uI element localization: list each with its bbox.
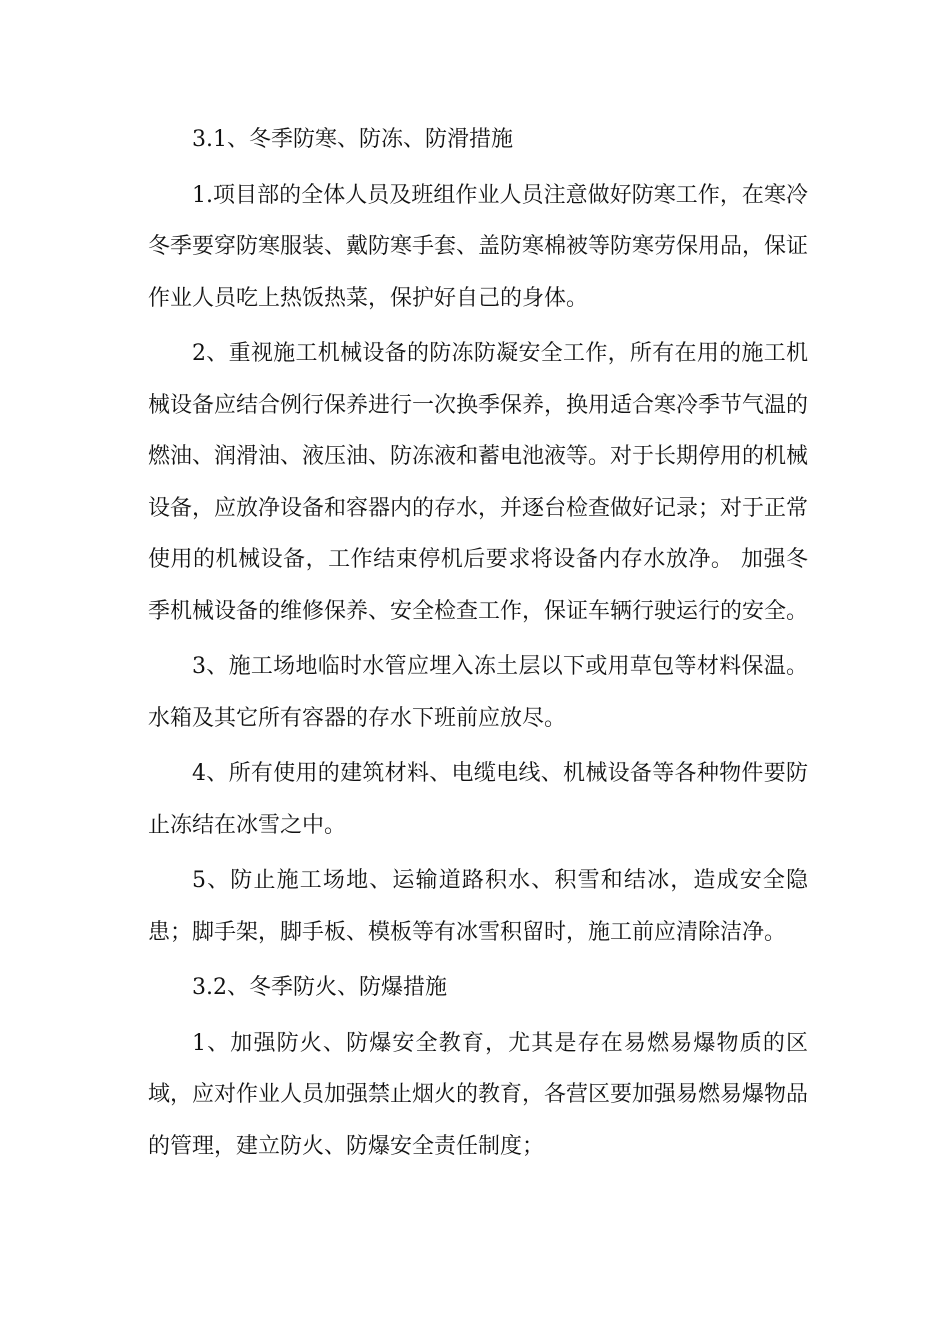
paragraph-3-2-item-1: 1、加强防火、防爆安全教育，尤其是存在易燃易爆物质的区域，应对作业人员加强禁止烟火的教育，各营区要加强易燃易爆物品的管理，建立防火、防爆安全责任制度； xyxy=(148,1030,809,1159)
document-body xyxy=(148,114,808,1176)
paragraph-3-1-item-5: 5、防止施工场地、运输道路积水、积雪和结冰，造成安全隐患；脚手架，脚手板、模板等有冰雪积留时，施工前应清除洁净。 xyxy=(148,868,808,945)
paragraph-3-1-item-2: 2、重视施工机械设备的防冻防凝安全工作，所有在用的施工机械设备应结合例行保养进行一次换季保养，换用适合寒冷季节气温的燃油、润滑油、液压油、防冻液和蓄电池液等。对于长期停用的机械设备，应放净设备和容器内的存水，并逐台检查做好记录；对于正常使用的机械设备，工作结束停机后要求将设备内存水放净。 加强冬季机械设备的维修保养、安全检查工作，保证车辆行驶运行的安全。 xyxy=(148,341,809,624)
paragraph-3-1-item-1: 1.项目部的全体人员及班组作业人员注意做好防寒工作，在寒冷冬季要穿防寒服装、戴防寒手套、盖防寒棉被等防寒劳保用品，保证作业人员吃上热饭热菜，保护好自己的身体。 xyxy=(148,182,809,311)
section-heading-3-2: 3.2、冬季防火、防爆措施 xyxy=(192,975,447,1000)
paragraph-3-1-item-4: 4、所有使用的建筑材料、电缆电线、机械设备等各种物件要防止冻结在冰雪之中。 xyxy=(148,761,808,838)
paragraph-3-1-item-3: 3、施工场地临时水管应埋入冻土层以下或用草包等材料保温。水箱及其它所有容器的存水下班前应放尽。 xyxy=(148,654,808,731)
section-heading-3-1: 3.1、冬季防寒、防冻、防滑措施 xyxy=(192,127,513,152)
